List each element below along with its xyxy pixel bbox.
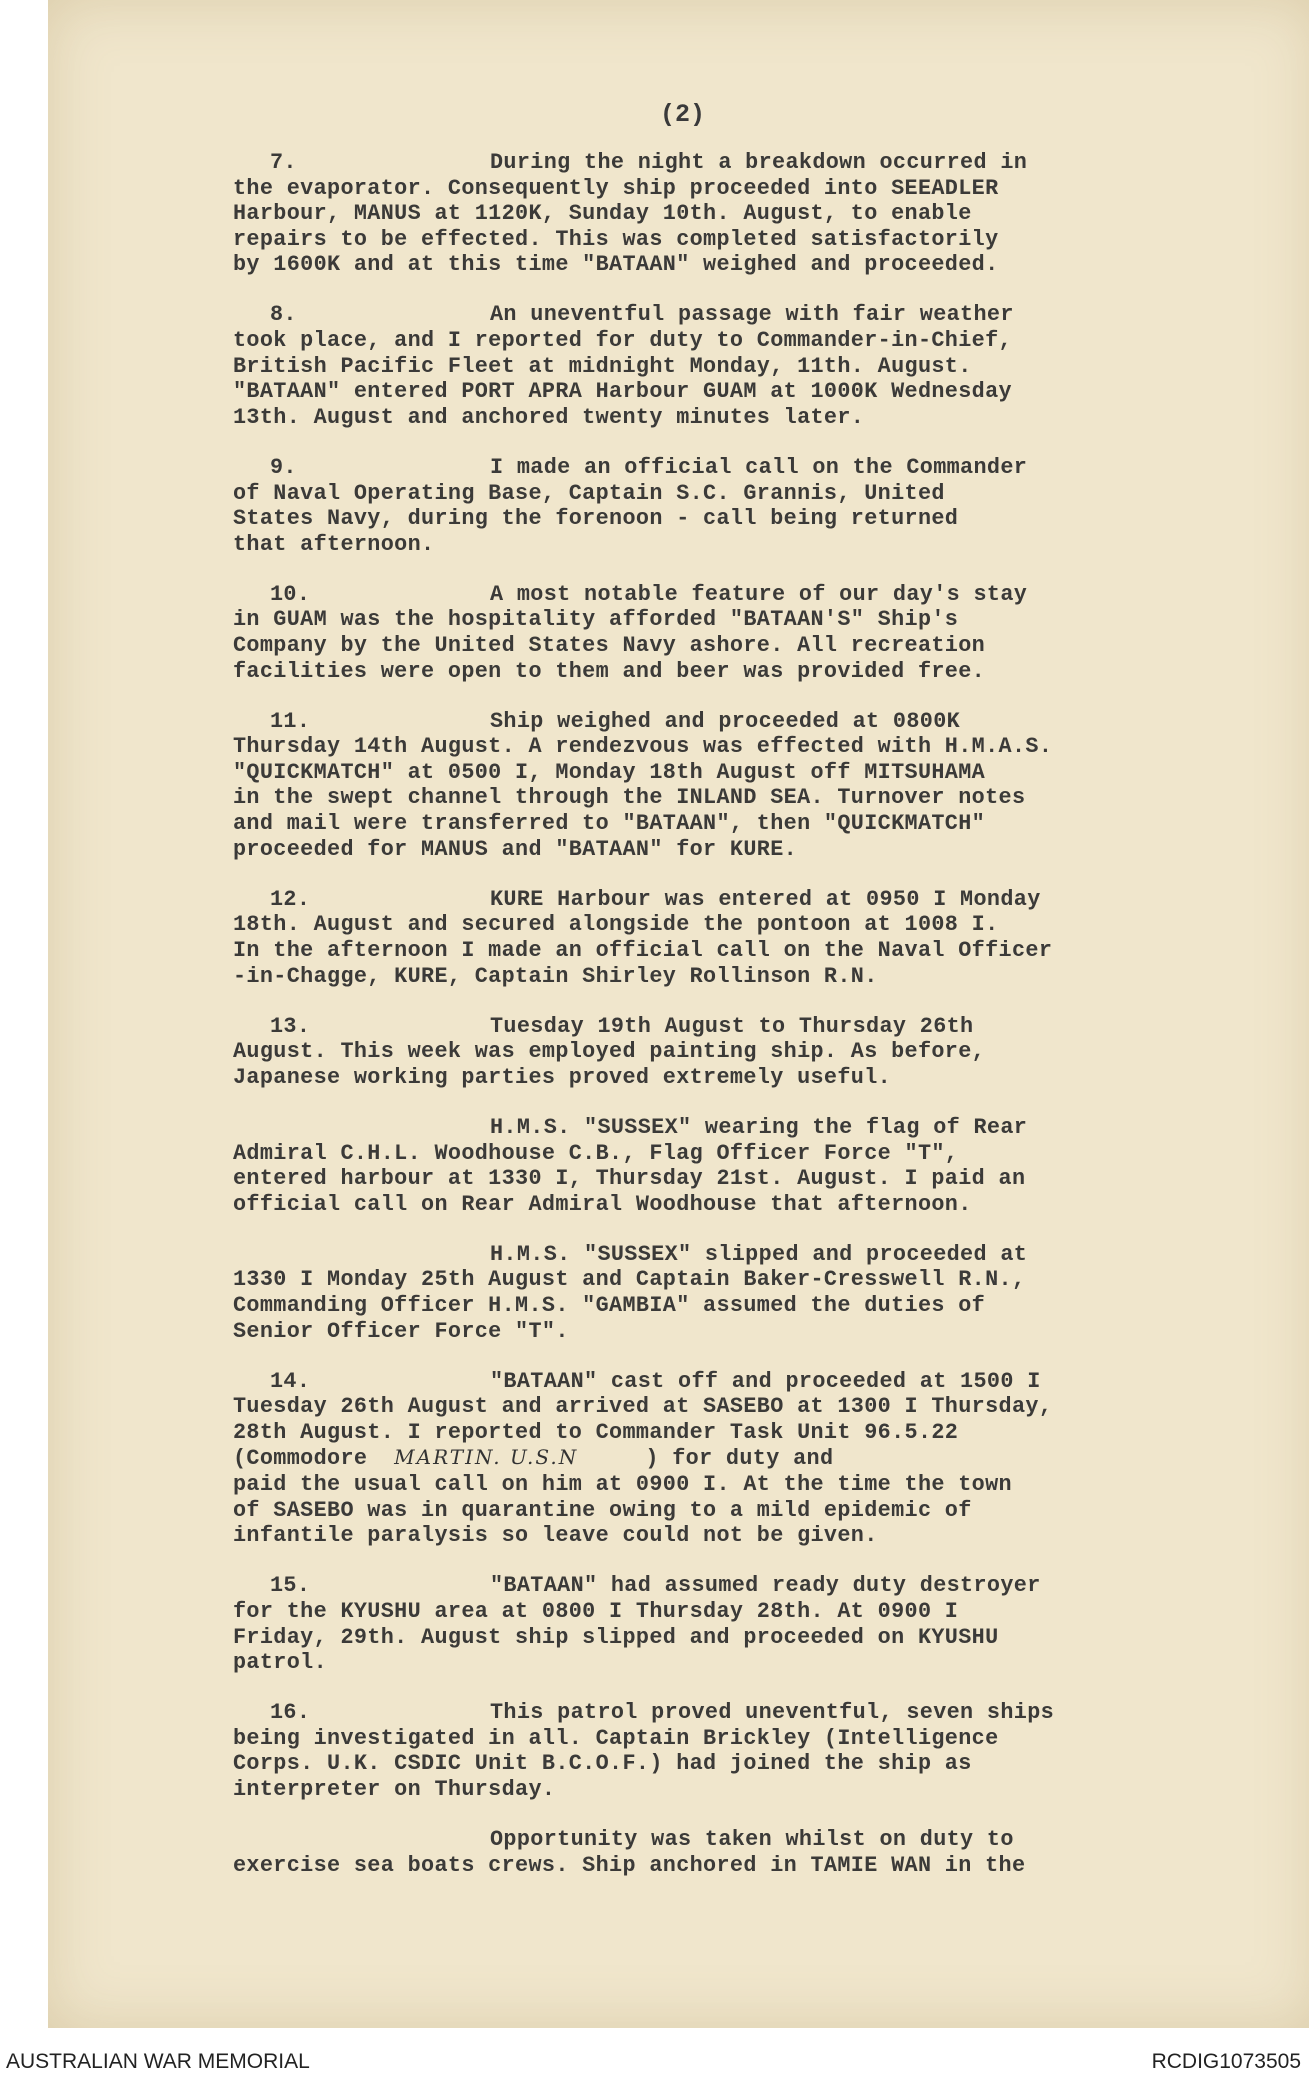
line-text: in the swept channel through the INLAND SEA. Turnover notes xyxy=(233,785,1026,811)
text-line xyxy=(233,1523,1233,1549)
line-text: the evaporator. Consequently ship proceeded into SEEADLER xyxy=(233,175,999,201)
text-line xyxy=(233,1625,1233,1651)
document-body xyxy=(233,150,1233,1903)
text-line xyxy=(233,912,1233,938)
handwritten-annotation: MARTIN. U.S.N xyxy=(394,1445,579,1470)
paragraph-number: 8. xyxy=(270,302,297,328)
line-text: Corps. U.K. CSDIC Unit B.C.O.F.) had joined the ship as xyxy=(233,1751,972,1777)
text-line xyxy=(233,887,1233,913)
line-text: "BATAAN" had assumed ready duty destroyer xyxy=(490,1573,1041,1599)
line-text: infantile paralysis so leave could not be given. xyxy=(233,1523,878,1549)
line-text: in GUAM was the hospitality afforded "BATAAN'S" Ship's xyxy=(233,607,959,633)
line-text: Admiral C.H.L. Woodhouse C.B., Flag Officer Force "T", xyxy=(233,1140,959,1166)
line-text: proceeded for MANUS and "BATAAN" for KURE. xyxy=(233,836,798,862)
paragraph xyxy=(233,1115,1233,1217)
line-text: entered harbour at 1330 I, Thursday 21st. August. I paid an xyxy=(233,1166,1026,1192)
line-text: H.M.S. "SUSSEX" slipped and proceeded at xyxy=(490,1241,1028,1267)
line-text: Company by the United States Navy ashore. All recreation xyxy=(233,633,986,658)
text-line xyxy=(233,1700,1233,1726)
paragraph xyxy=(233,302,1233,430)
line-text: August. This week was employed painting ship. As before, xyxy=(233,1039,986,1065)
line-text: Opportunity was taken whilst on duty to xyxy=(490,1827,1014,1853)
text-line xyxy=(233,633,1233,659)
line-text: Thursday 14th August. A rendezvous was effected with H.M.A.S. xyxy=(233,734,1053,760)
line-text: 18th. August and secured alongside the pontoon at 1008 I. xyxy=(233,912,999,938)
paragraph-number: 14. xyxy=(270,1368,311,1394)
text-line xyxy=(233,1141,1233,1167)
line-text: 28th August. I reported to Commander Task Unit 96.5.22 xyxy=(233,1419,959,1445)
line-text: This patrol proved uneventful, seven ships xyxy=(490,1700,1055,1726)
text-line xyxy=(233,150,1233,176)
line-text: Tuesday 19th August to Thursday 26th xyxy=(490,1013,974,1039)
line-text: and mail were transferred to "BATAAN", then "QUICKMATCH" xyxy=(233,811,986,837)
line-text: Tuesday 26th August and arrived at SASEBO at 1300 I Thursday, xyxy=(233,1394,1053,1420)
paragraph xyxy=(233,709,1233,863)
text-line xyxy=(233,1115,1233,1141)
text-line xyxy=(233,1267,1233,1293)
paragraph-number: 10. xyxy=(270,581,311,607)
text-line xyxy=(233,1394,1233,1420)
paragraph-number: 9. xyxy=(270,454,297,480)
paragraph xyxy=(233,455,1233,557)
line-text: being investigated in all. Captain Brickley (Intelligence xyxy=(233,1725,999,1751)
line-text: "BATAAN" entered PORT APRA Harbour GUAM at 1000K Wednesday xyxy=(233,379,1012,405)
line-text: of Naval Operating Base, Captain S.C. Grannis, United xyxy=(233,480,945,506)
text-line xyxy=(233,176,1233,202)
text-line xyxy=(233,1014,1233,1040)
text-line xyxy=(233,302,1233,328)
line-text: exercise sea boats crews. Ship anchored in TAMIE WAN in the xyxy=(233,1852,1026,1878)
line-text: paid the usual call on him at 0900 I. At the time the town xyxy=(233,1472,1012,1498)
text-line xyxy=(233,1319,1233,1345)
line-text: "QUICKMATCH" at 0500 I, Monday 18th August off MITSUHAMA xyxy=(233,759,986,785)
text-line xyxy=(233,760,1233,786)
text-line xyxy=(233,938,1233,964)
text-line xyxy=(233,659,1233,685)
text-line xyxy=(233,1369,1233,1395)
line-text: Senior Officer Force "T". xyxy=(233,1318,569,1344)
line-text-end: ) for duty and xyxy=(578,1446,834,1472)
line-text xyxy=(233,1446,833,1471)
line-text: KURE Harbour was entered at 0950 I Monday xyxy=(490,886,1041,912)
text-line xyxy=(233,785,1233,811)
text-line xyxy=(233,405,1233,431)
document-page xyxy=(48,0,1309,2028)
line-text: H.M.S. "SUSSEX" wearing the flag of Rear xyxy=(490,1114,1028,1140)
line-text: In the afternoon I made an official call on the Naval Officer xyxy=(233,937,1053,963)
text-line xyxy=(233,1573,1233,1599)
text-line xyxy=(233,1242,1233,1268)
paragraph-number: 16. xyxy=(270,1700,311,1726)
text-line xyxy=(233,1065,1233,1091)
paragraph xyxy=(233,582,1233,684)
text-line xyxy=(233,252,1233,278)
text-line xyxy=(233,532,1233,558)
paragraph-number: 7. xyxy=(270,150,297,175)
line-text: facilities were open to them and beer was provided free. xyxy=(233,658,986,684)
text-line xyxy=(233,1827,1233,1853)
archive-credit: AUSTRALIAN WAR MEMORIAL xyxy=(6,2050,310,2073)
paragraph-number: 11. xyxy=(270,708,311,734)
text-line xyxy=(233,328,1233,354)
text-line xyxy=(233,1472,1233,1498)
text-line xyxy=(233,811,1233,837)
paragraph xyxy=(233,887,1233,989)
line-text: -in-Chagge, KURE, Captain Shirley Rollinson R.N. xyxy=(233,963,878,989)
text-line xyxy=(233,227,1233,253)
line-text: Ship weighed and proceeded at 0800K xyxy=(490,708,961,734)
paragraph-number: 12. xyxy=(270,886,311,912)
text-line xyxy=(233,1192,1233,1218)
text-line xyxy=(233,1599,1233,1625)
text-line xyxy=(233,607,1233,633)
text-line xyxy=(233,481,1233,507)
line-text: Friday, 29th. August ship slipped and proceeded on KYUSHU xyxy=(233,1624,999,1650)
line-text: interpreter on Thursday. xyxy=(233,1776,556,1802)
text-line xyxy=(233,582,1233,608)
paragraph xyxy=(233,1700,1233,1802)
line-text: A most notable feature of our day's stay xyxy=(490,581,1028,607)
line-text: 1330 I Monday 25th August and Captain Baker-Cresswell R.N., xyxy=(233,1267,1026,1293)
paragraph xyxy=(233,1369,1233,1549)
line-text: took place, and I reported for duty to Commander-in-Chief, xyxy=(233,328,1012,354)
text-line xyxy=(233,506,1233,532)
paragraph xyxy=(233,1573,1233,1675)
line-text: An uneventful passage with fair weather xyxy=(490,302,1014,328)
line-text: "BATAAN" cast off and proceeded at 1500 I xyxy=(490,1368,1041,1394)
text-line xyxy=(233,1293,1233,1319)
line-text: for the KYUSHU area at 0800 I Thursday 28th. At 0900 I xyxy=(233,1598,959,1624)
text-line xyxy=(233,837,1233,863)
text-line xyxy=(233,1726,1233,1752)
text-line xyxy=(233,1498,1233,1524)
paragraph xyxy=(233,150,1233,278)
line-text: that afternoon. xyxy=(233,531,435,557)
paragraph xyxy=(233,1827,1233,1878)
line-text: official call on Rear Admiral Woodhouse that afternoon. xyxy=(233,1191,972,1217)
paragraph xyxy=(233,1242,1233,1344)
line-text: British Pacific Fleet at midnight Monday, 11th. August. xyxy=(233,353,972,379)
line-text: During the night a breakdown occurred in xyxy=(490,150,1028,175)
text-line xyxy=(233,1445,1233,1472)
text-line xyxy=(233,354,1233,380)
text-line xyxy=(233,1751,1233,1777)
line-text: Harbour, MANUS at 1120K, Sunday 10th. August, to enable xyxy=(233,201,972,227)
line-text: States Navy, during the forenoon - call being returned xyxy=(233,506,959,532)
line-text: I made an official call on the Commander xyxy=(490,454,1028,480)
line-text: Japanese working parties proved extremely useful. xyxy=(233,1064,892,1090)
paragraph-number: 15. xyxy=(270,1573,311,1599)
line-text: of SASEBO was in quarantine owing to a mild epidemic of xyxy=(233,1497,972,1523)
text-line xyxy=(233,455,1233,481)
text-line xyxy=(233,201,1233,227)
page-number: (2) xyxy=(659,100,705,129)
text-line xyxy=(233,709,1233,735)
text-line xyxy=(233,964,1233,990)
text-line xyxy=(233,734,1233,760)
line-text: repairs to be effected. This was completed satisfactorily xyxy=(233,226,999,252)
text-line xyxy=(233,1420,1233,1446)
text-line xyxy=(233,1853,1233,1879)
text-line xyxy=(233,1166,1233,1192)
paragraph-number: 13. xyxy=(270,1013,311,1039)
paragraph xyxy=(233,1014,1233,1091)
line-text: 13th. August and anchored twenty minutes later. xyxy=(233,404,865,430)
line-text-start: (Commodore xyxy=(233,1446,395,1472)
archive-id: RCDIG1073505 xyxy=(1151,2050,1301,2073)
line-text: Commanding Officer H.M.S. "GAMBIA" assumed the duties of xyxy=(233,1292,986,1318)
text-line xyxy=(233,1039,1233,1065)
line-text: by 1600K and at this time "BATAAN" weighed and proceeded. xyxy=(233,252,999,278)
text-line xyxy=(233,1777,1233,1803)
text-line xyxy=(233,379,1233,405)
text-line xyxy=(233,1650,1233,1676)
line-text: patrol. xyxy=(233,1650,328,1676)
